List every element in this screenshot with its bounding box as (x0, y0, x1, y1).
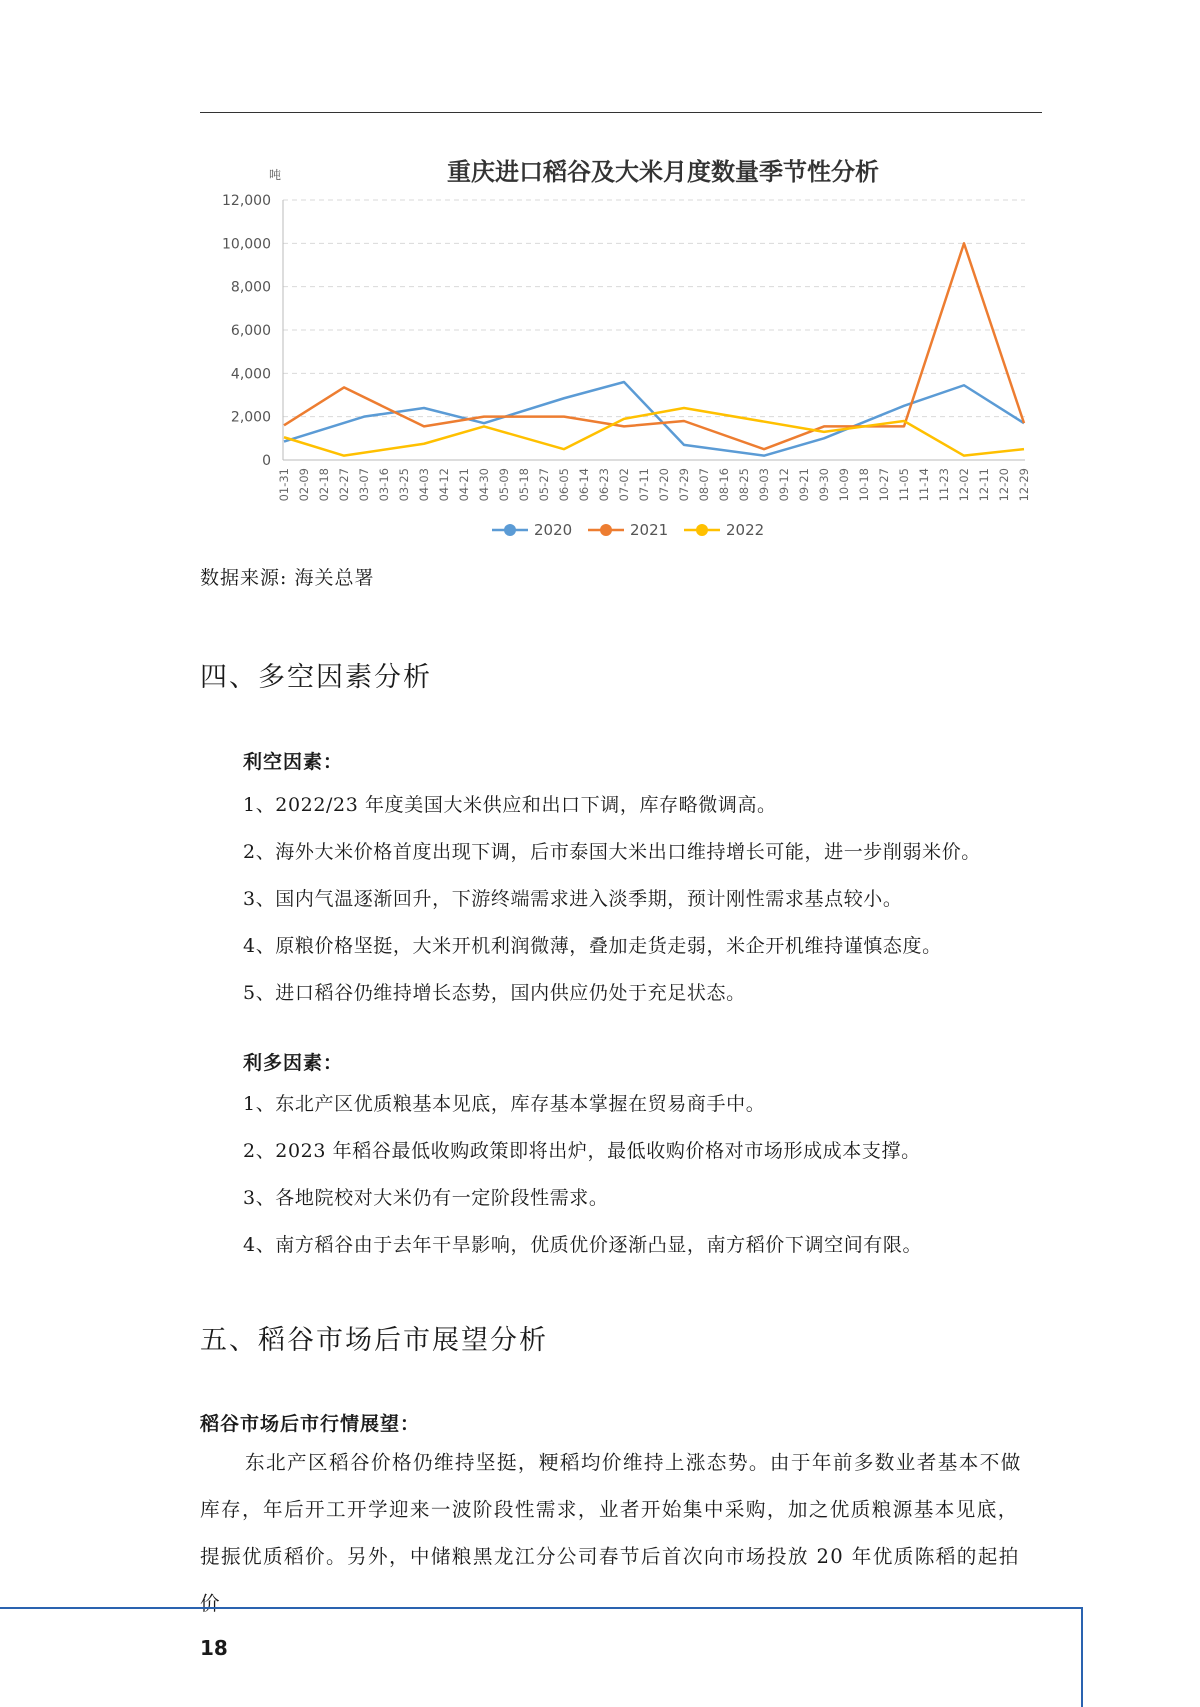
section5-heading: 五、稻谷市场后市展望分析 (200, 1325, 548, 1356)
legend-marker (504, 524, 516, 536)
x-tick-label: 04-21 (457, 468, 471, 502)
x-tick-label: 09-30 (817, 468, 831, 502)
legend-label: 2022 (726, 521, 765, 539)
x-tick-label: 11-23 (937, 468, 951, 502)
bearish-item: 3、国内气温逐渐回升，下游终端需求进入淡季期，预计刚性需求基点较小。 (243, 888, 903, 910)
y-axis-unit: 吨 (268, 168, 282, 182)
x-tick-label: 07-02 (617, 468, 631, 502)
y-tick-label: 2,000 (230, 409, 271, 426)
legend-marker (600, 524, 612, 536)
header-rule (200, 112, 1042, 113)
x-tick-label: 03-25 (397, 468, 411, 502)
x-tick-label: 04-30 (477, 468, 491, 502)
x-tick-label: 10-09 (837, 468, 851, 502)
x-tick-label: 09-03 (757, 468, 771, 502)
x-tick-label: 06-14 (577, 468, 591, 502)
x-tick-label: 06-23 (597, 468, 611, 502)
x-tick-label: 04-12 (437, 468, 451, 502)
legend-label: 2021 (630, 521, 669, 539)
x-tick-label: 01-31 (277, 468, 291, 502)
x-tick-label: 05-27 (537, 468, 551, 502)
bullish-item: 3、各地院校对大米仍有一定阶段性需求。 (243, 1187, 609, 1209)
x-tick-label: 05-09 (497, 468, 511, 502)
y-tick-label: 12,000 (222, 193, 271, 209)
series-line (284, 382, 1024, 456)
x-tick-label: 08-07 (697, 468, 711, 502)
x-tick-label: 03-16 (377, 468, 391, 502)
x-tick-label: 10-27 (877, 468, 891, 502)
page-number: 18 (200, 1636, 228, 1660)
x-tick-label: 11-05 (897, 468, 911, 502)
y-tick-label: 4,000 (230, 366, 271, 383)
x-tick-label: 09-21 (797, 468, 811, 502)
bearish-item: 1、2022/23 年度美国大米供应和出口下调，库存略微调高。 (243, 794, 777, 816)
x-tick-label: 04-03 (417, 468, 431, 502)
bearish-item: 5、进口稻谷仍维持增长态势，国内供应仍处于充足状态。 (243, 982, 746, 1004)
x-tick-label: 12-29 (1017, 468, 1031, 502)
y-tick-label: 8,000 (230, 279, 271, 296)
x-tick-label: 09-12 (777, 468, 791, 502)
x-tick-label: 06-05 (557, 468, 571, 502)
section4-heading: 四、多空因素分析 (200, 662, 432, 693)
x-tick-label: 08-25 (737, 468, 751, 502)
x-tick-label: 12-02 (957, 468, 971, 502)
outlook-title: 稻谷市场后市行情展望： (200, 1413, 421, 1435)
x-tick-label: 02-27 (337, 468, 351, 502)
bullish-item: 1、东北产区优质粮基本见底，库存基本掌握在贸易商手中。 (243, 1093, 766, 1115)
y-tick-label: 10,000 (222, 236, 271, 253)
bearish-item: 2、海外大米价格首度出现下调，后市泰国大米出口维持增长可能，进一步削弱米价。 (243, 841, 981, 863)
y-tick-label: 0 (262, 453, 271, 469)
series-line (284, 243, 1024, 449)
x-tick-label: 02-09 (297, 468, 311, 502)
chart-title: 重庆进口稻谷及大米月度数量季节性分析 (447, 158, 879, 186)
bullish-item: 4、南方稻谷由于去年干旱影响，优质优价逐渐凸显，南方稻价下调空间有限。 (243, 1234, 923, 1256)
x-tick-label: 05-18 (517, 468, 531, 502)
x-tick-label: 02-18 (317, 468, 331, 502)
legend-marker (696, 524, 708, 536)
x-tick-label: 11-14 (917, 468, 931, 502)
x-tick-label: 07-20 (657, 468, 671, 502)
legend-label: 2020 (534, 521, 573, 539)
x-tick-label: 07-29 (677, 468, 691, 502)
line-chart (200, 150, 1042, 550)
x-tick-label: 10-18 (857, 468, 871, 502)
x-tick-label: 12-20 (997, 468, 1011, 502)
data-source-note: 数据来源: 海关总署 (200, 567, 375, 589)
bearish-item: 4、原粮价格坚挺，大米开机利润微薄，叠加走货走弱，米企开机维持谨慎态度。 (243, 935, 942, 957)
y-tick-label: 6,000 (230, 323, 271, 339)
bullish-title: 利多因素： (243, 1052, 344, 1074)
bearish-title: 利空因素： (243, 751, 344, 773)
import-seasonality-chart (200, 150, 1042, 550)
x-tick-label: 03-07 (357, 468, 371, 502)
x-tick-label: 08-16 (717, 468, 731, 502)
bullish-item: 2、2023 年稻谷最低收购政策即将出炉，最低收购价格对市场形成成本支撑。 (243, 1140, 921, 1162)
outlook-paragraph: 东北产区稻谷价格仍维持坚挺，粳稻均价维持上涨态势。由于年前多数业者基本不做库存，年后开工开学迎来一波阶段性需求，业者开始集中采购，加之优质粮源基本见底，提振优质稻价。另外，中储粮黑龙江分公司春节后首次向市场投放 20 年优质陈稻的起拍价 (200, 1451, 1022, 1615)
x-tick-label: 12-11 (977, 468, 991, 502)
x-tick-label: 07-11 (637, 468, 651, 502)
footer-frame (0, 1607, 1083, 1707)
